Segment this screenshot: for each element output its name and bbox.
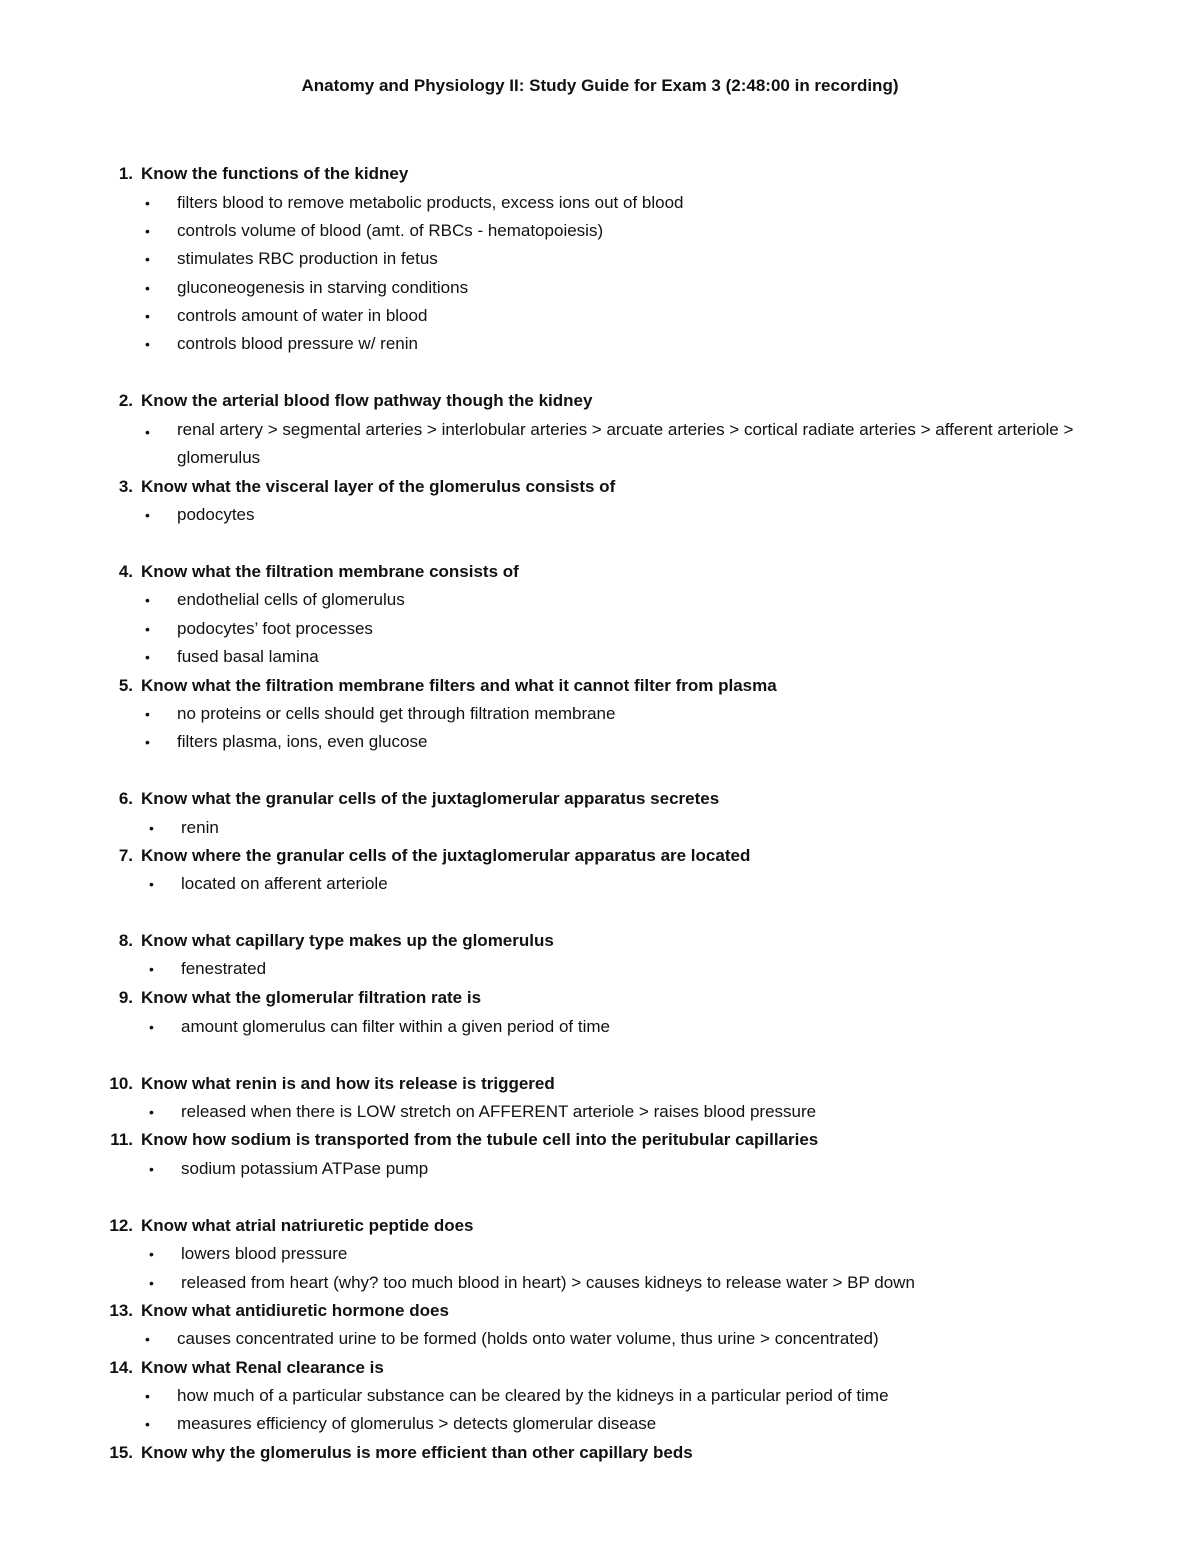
question-number: 13.: [109, 1301, 133, 1320]
bullet-text: lowers blood pressure: [181, 1244, 348, 1263]
question-number: 8.: [118, 931, 133, 950]
question-number: 5.: [118, 676, 133, 695]
bullet-text: no proteins or cells should get through filtration membrane: [177, 704, 616, 723]
bullet-item: [149, 872, 388, 896]
bullet-item: [145, 304, 428, 328]
bullet-icon: •: [145, 308, 150, 324]
bullet-item: [145, 1384, 889, 1408]
bullet-icon: •: [149, 961, 154, 977]
bullet-icon: •: [145, 424, 150, 440]
question-text: Know the functions of the kidney: [141, 164, 409, 183]
bullet-text: controls volume of blood (amt. of RBCs - hematopoiesis): [177, 221, 604, 240]
bullet-item: [145, 702, 616, 726]
question-number: 6.: [118, 789, 133, 808]
bullet-text: podocytes: [177, 505, 255, 524]
bullet-icon: •: [145, 223, 150, 239]
bullet-icon: •: [145, 1331, 150, 1347]
bullet-item: [149, 1015, 610, 1039]
bullet-text: filters blood to remove metabolic products, excess ions out of blood: [177, 193, 684, 212]
question-number: 1.: [118, 164, 133, 183]
bullet-icon: •: [149, 876, 154, 892]
bullet-text: released from heart (why? too much blood in heart) > causes kidneys to release water > BP down: [181, 1273, 915, 1292]
bullet-icon: •: [149, 1246, 154, 1262]
bullet-icon: •: [145, 1416, 150, 1432]
bullet-text: gluconeogenesis in starving conditions: [177, 278, 469, 297]
bullet-item: [145, 219, 604, 243]
bullet-icon: •: [149, 1161, 154, 1177]
question-number: 15.: [109, 1443, 133, 1462]
bullet-item: [149, 816, 219, 840]
question-number: 12.: [109, 1216, 133, 1235]
bullet-text: controls blood pressure w/ renin: [177, 334, 418, 353]
bullet-item: [145, 617, 373, 641]
bullet-text: amount glomerulus can filter within a given period of time: [181, 1017, 610, 1036]
bullet-item: [145, 1327, 879, 1351]
question-number: 3.: [118, 477, 133, 496]
bullet-text: controls amount of water in blood: [177, 306, 428, 325]
bullet-text: podocytes’ foot processes: [177, 619, 373, 638]
page-title: Anatomy and Physiology II: Study Guide for Exam 3 (2:48:00 in recording): [301, 76, 899, 95]
question-text: Know what antidiuretic hormone does: [141, 1301, 449, 1320]
bullet-item: [145, 247, 438, 271]
bullet-item: [145, 503, 255, 527]
question-number: 4.: [118, 562, 133, 581]
bullet-icon: •: [145, 336, 150, 352]
question-text: Know what capillary type makes up the glomerulus: [141, 931, 554, 950]
bullet-item: [149, 1242, 348, 1266]
bullet-text: released when there is LOW stretch on AFFERENT arteriole > raises blood pressure: [181, 1102, 817, 1121]
bullet-item: [145, 332, 418, 356]
bullet-icon: •: [145, 195, 150, 211]
question-text: Know what atrial natriuretic peptide does: [141, 1216, 474, 1235]
bullet-item: [149, 957, 267, 981]
question-number: 14.: [109, 1358, 133, 1377]
bullet-text: fused basal lamina: [177, 647, 319, 666]
question-text: Know what the visceral layer of the glomerulus consists of: [141, 477, 616, 496]
bullet-item: [145, 730, 428, 754]
bullet-icon: •: [149, 1104, 154, 1120]
bullet-text: how much of a particular substance can be cleared by the kidneys in a particular period of time: [177, 1386, 889, 1405]
question-number: 7.: [118, 846, 133, 865]
question-text: Know what the filtration membrane consists of: [141, 562, 519, 581]
question-number: 2.: [118, 391, 133, 410]
bullet-item: [145, 588, 405, 612]
question-text: Know what Renal clearance is: [141, 1358, 384, 1377]
question-text: Know what the granular cells of the juxtaglomerular apparatus secretes: [141, 789, 720, 808]
bullet-icon: •: [145, 621, 150, 637]
bullet-icon: •: [145, 706, 150, 722]
bullet-text: renin: [181, 818, 219, 837]
question-text: Know why the glomerulus is more efficient than other capillary beds: [141, 1443, 693, 1462]
bullet-text: stimulates RBC production in fetus: [177, 249, 438, 268]
bullet-text: fenestrated: [181, 959, 267, 978]
bullet-item: [149, 1271, 915, 1295]
bullet-text: located on afferent arteriole: [181, 874, 388, 893]
bullet-icon: •: [145, 1388, 150, 1404]
bullet-text: endothelial cells of glomerulus: [177, 590, 405, 609]
bullet-icon: •: [145, 592, 150, 608]
bullet-icon: •: [149, 820, 154, 836]
bullet-item: [145, 645, 319, 669]
bullet-icon: •: [145, 649, 150, 665]
question-text: Know the arterial blood flow pathway though the kidney: [141, 391, 593, 410]
bullet-item: [145, 191, 684, 215]
question-number: 10.: [109, 1074, 133, 1093]
bullet-text: renal artery > segmental arteries > interlobular arteries > arcuate arteries > cortical radiate arteries > afferent arteriole > glomerulus: [177, 420, 1074, 467]
question-number: 9.: [118, 988, 133, 1007]
bullet-icon: •: [145, 280, 150, 296]
bullet-text: sodium potassium ATPase pump: [181, 1159, 429, 1178]
bullet-text: filters plasma, ions, even glucose: [177, 732, 428, 751]
bullet-item: [145, 1412, 657, 1436]
bullet-item: [149, 1100, 817, 1124]
bullet-item: [145, 276, 469, 300]
bullet-item: [145, 416, 1147, 472]
bullet-icon: •: [149, 1275, 154, 1291]
question-text: Know where the granular cells of the juxtaglomerular apparatus are located: [141, 846, 751, 865]
bullet-text: measures efficiency of glomerulus > detects glomerular disease: [177, 1414, 657, 1433]
bullet-icon: •: [145, 734, 150, 750]
bullet-text: causes concentrated urine to be formed (holds onto water volume, thus urine > concentrated): [177, 1329, 879, 1348]
bullet-icon: •: [149, 1019, 154, 1035]
question-text: Know what renin is and how its release is triggered: [141, 1074, 555, 1093]
question-text: Know how sodium is transported from the tubule cell into the peritubular capillaries: [141, 1130, 819, 1149]
question-number: 11.: [110, 1130, 133, 1149]
bullet-item: [149, 1157, 429, 1181]
question-text: Know what the glomerular filtration rate is: [141, 988, 482, 1007]
question-text: Know what the filtration membrane filters and what it cannot filter from plasma: [141, 676, 777, 695]
bullet-icon: •: [145, 251, 150, 267]
bullet-icon: •: [145, 507, 150, 523]
